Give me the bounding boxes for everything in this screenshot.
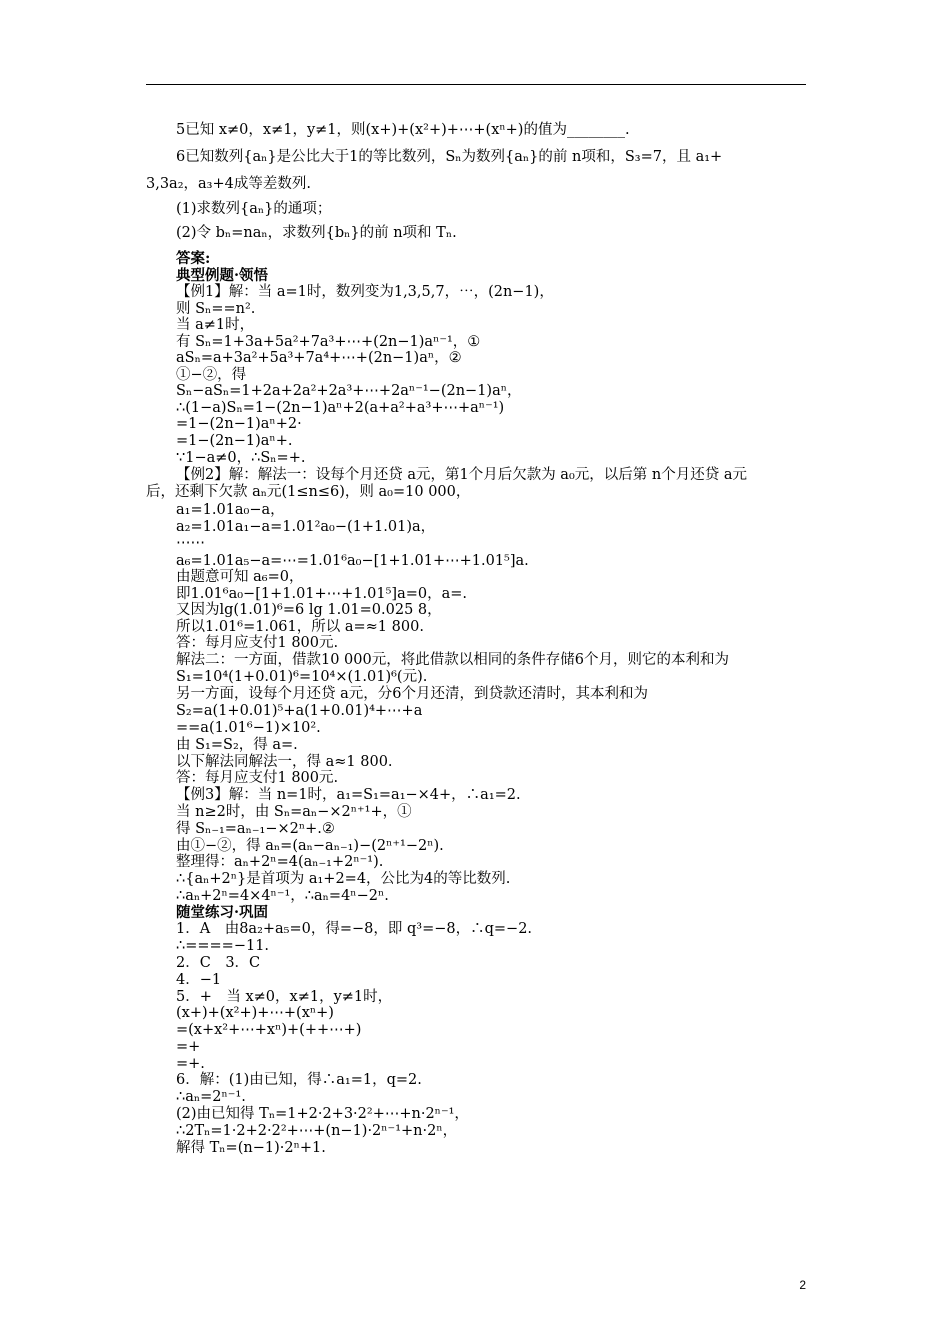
text-line: =1−(2n−1)aⁿ+2· bbox=[176, 416, 302, 432]
text-line: (x+)+(x²+)+⋯+(xⁿ+) bbox=[176, 1005, 334, 1021]
page-number: 2 bbox=[799, 1278, 806, 1292]
text-line: 6．解：(1)由已知，得∴a₁=1，q=2. bbox=[176, 1072, 422, 1088]
text-line: 1．A 由8a₂+a₅=0，得=−8，即 q³=−8，∴q=−2. bbox=[176, 921, 533, 937]
text-line: 有 Sₙ=1+3a+5a²+7a³+⋯+(2n−1)aⁿ⁻¹，① bbox=[176, 334, 481, 350]
text-line: a₁=1.01a₀−a， bbox=[176, 502, 285, 518]
text-line: 后，还剩下欠款 aₙ元(1≤n≤6)，则 a₀=10 000， bbox=[146, 484, 471, 500]
text-line: 随堂练习·巩固 bbox=[176, 904, 269, 921]
text-line: (1)求数列{aₙ}的通项； bbox=[176, 201, 332, 217]
text-line: 由题意可知 a₆=0， bbox=[176, 569, 304, 585]
text-line: ∴aₙ+2ⁿ=4×4ⁿ⁻¹，∴aₙ=4ⁿ−2ⁿ. bbox=[176, 888, 389, 904]
text-line: 以下解法同解法一，得 a≈1 800. bbox=[176, 754, 393, 770]
text-line: 则 Sₙ==n². bbox=[176, 301, 256, 317]
text-line: ∴2Tₙ=1·2+2·2²+⋯+(n−1)·2ⁿ⁻¹+n·2ⁿ， bbox=[176, 1123, 458, 1139]
text-line: 5已知 x≠0，x≠1，y≠1，则(x+)+(x²+)+⋯+(xⁿ+)的值为________. bbox=[176, 122, 630, 138]
text-line: 5．+ 当 x≠0，x≠1，y≠1时， bbox=[176, 989, 393, 1005]
text-line: S₂=a(1+0.01)⁵+a(1+0.01)⁴+⋯+a bbox=[176, 703, 423, 719]
text-line: (2)令 bₙ=naₙ，求数列{bₙ}的前 n项和 Tₙ. bbox=[176, 225, 457, 241]
text-line: 【例2】解：解法一：设每个月还贷 a元，第1个月后欠款为 a₀元，以后第 n个月还贷 a元 bbox=[176, 467, 747, 483]
text-line: a₂=1.01a₁−a=1.01²a₀−(1+1.01)a， bbox=[176, 519, 436, 535]
text-line: 整理得：aₙ+2ⁿ=4(aₙ₋₁+2ⁿ⁻¹). bbox=[176, 854, 384, 870]
text-line: ∴{aₙ+2ⁿ}是首项为 a₁+2=4，公比为4的等比数列. bbox=[176, 871, 511, 887]
text-line: 【例3】解：当 n=1时，a₁=S₁=a₁−×4+，∴a₁=2. bbox=[176, 787, 521, 803]
text-line: =+. bbox=[176, 1056, 205, 1072]
text-line: ①−②，得 bbox=[176, 367, 247, 383]
text-line: 答：每月应支付1 800元. bbox=[176, 770, 339, 786]
text-line: 典型例题·领悟 bbox=[176, 267, 269, 284]
text-line: 即1.01⁶a₀−[1+1.01+⋯+1.01⁵]a=0，a=. bbox=[176, 586, 467, 602]
text-line: S₁=10⁴(1+0.01)⁶=10⁴×(1.01)⁶(元). bbox=[176, 669, 428, 685]
text-line: 由 S₁=S₂，得 a=. bbox=[176, 737, 298, 753]
text-line: 2．C 3．C bbox=[176, 955, 261, 971]
text-line: 另一方面，设每个月还贷 a元，分6个月还清，到贷款还清时，其本利和为 bbox=[176, 686, 648, 702]
text-line: 答：每月应支付1 800元. bbox=[176, 635, 339, 651]
text-line: 所以1.01⁶=1.061，所以 a=≈1 800. bbox=[176, 619, 424, 635]
text-line: ==a(1.01⁶−1)×10². bbox=[176, 720, 321, 736]
text-line: 得 Sₙ₋₁=aₙ₋₁−×2ⁿ+.② bbox=[176, 821, 335, 837]
text-line: 3,3a₂，a₃+4成等差数列. bbox=[146, 176, 311, 192]
text-line: =+ bbox=[176, 1039, 201, 1055]
text-line: =1−(2n−1)aⁿ+. bbox=[176, 433, 293, 449]
text-line: 解得 Tₙ=(n−1)·2ⁿ+1. bbox=[176, 1140, 326, 1156]
text-line: Sₙ−aSₙ=1+2a+2a²+2a³+⋯+2aⁿ⁻¹−(2n−1)aⁿ， bbox=[176, 383, 522, 399]
text-line: ⋯⋯ bbox=[176, 535, 205, 551]
text-line: aSₙ=a+3a²+5a³+7a⁴+⋯+(2n−1)aⁿ，② bbox=[176, 350, 462, 366]
text-line: ∵1−a≠0，∴Sₙ=+. bbox=[176, 450, 306, 466]
text-line: =(x+x²+⋯+xⁿ)+(++⋯+) bbox=[176, 1022, 362, 1038]
text-line: 当 a≠1时， bbox=[176, 317, 255, 333]
text-line: (2)由已知得 Tₙ=1+2·2+3·2²+⋯+n·2ⁿ⁻¹， bbox=[176, 1106, 469, 1122]
text-line: 6已知数列{aₙ}是公比大于1的等比数列，Sₙ为数列{aₙ}的前 n项和，S₃=7，且 a₁+ bbox=[176, 149, 723, 165]
text-line: ∴aₙ=2ⁿ⁻¹. bbox=[176, 1089, 246, 1105]
text-line: a₆=1.01a₅−a=⋯=1.01⁶a₀−[1+1.01+⋯+1.01⁵]a. bbox=[176, 553, 529, 569]
text-line: 又因为lg(1.01)⁶=6 lg 1.01=0.025 8， bbox=[176, 602, 442, 618]
text-line: ∴====−11. bbox=[176, 938, 270, 954]
text-line: ∴(1−a)Sₙ=1−(2n−1)aⁿ+2(a+a²+a³+⋯+aⁿ⁻¹) bbox=[176, 400, 505, 416]
header-rule bbox=[146, 84, 806, 85]
text-line: 由①−②，得 aₙ=(aₙ−aₙ₋₁)−(2ⁿ⁺¹−2ⁿ). bbox=[176, 838, 444, 854]
text-line: 当 n≥2时，由 Sₙ=aₙ−×2ⁿ⁺¹+，① bbox=[176, 804, 412, 820]
text-line: 4．−1 bbox=[176, 972, 222, 988]
text-line: 解法二：一方面，借款10 000元，将此借款以相同的条件存储6个月，则它的本利和为 bbox=[176, 652, 729, 668]
text-line: 答案: bbox=[176, 250, 211, 267]
text-line: 【例1】解：当 a=1时，数列变为1,3,5,7，⋯，(2n−1)， bbox=[176, 284, 554, 300]
